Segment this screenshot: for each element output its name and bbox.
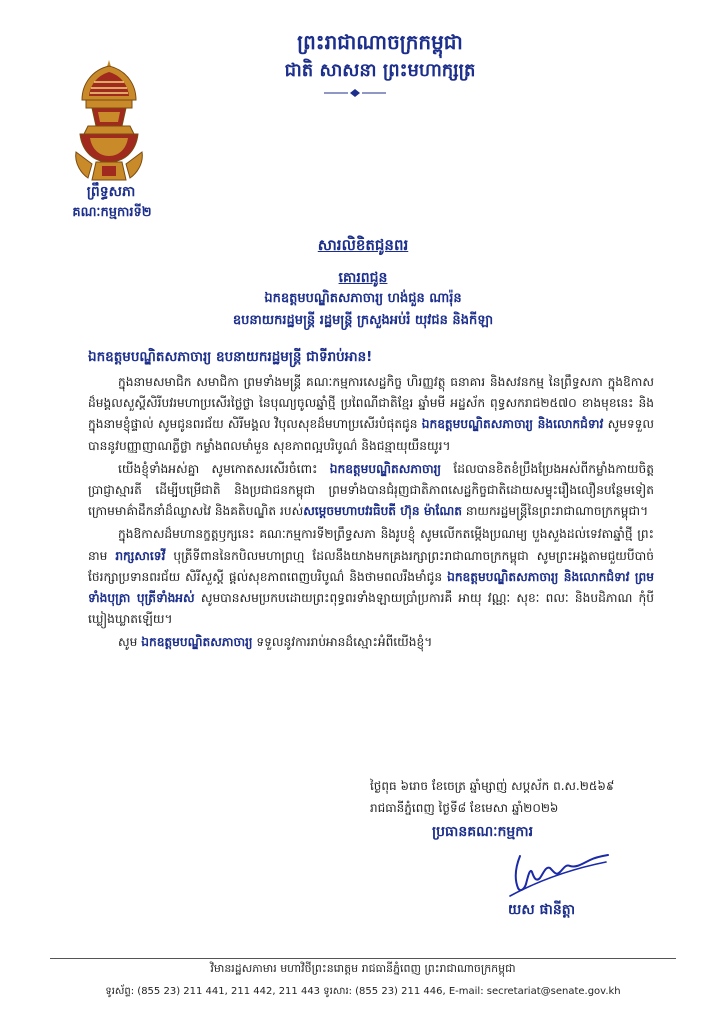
institution-name: ព្រឹទ្ធសភា xyxy=(86,184,136,200)
paragraph-2 xyxy=(88,459,654,523)
commission-name: គណៈកម្មការទី២ xyxy=(72,205,152,220)
paragraph-text: បុត្រីទីពាននៃកបិលមហាព្រហ្ម ដែលនឹងយាងមកគ្រងរក្សាព្រះរាជាណាចក្រកម្ពុជា សូមព្រះអង្គតាមជួយបីបាច់ថែរក្សាប្រទានពរជ័យ សិរីសួស្តី ផ្តល់សុខភាពពេញបរិបូណ៌ និងថាមពលរឹងមាំជូន xyxy=(88,548,654,584)
emphasis-text: សម្តេចមហាបវរធិបតី ហ៊ុន ម៉ាណែត xyxy=(303,504,462,519)
subject-greeting: គោរពជូន xyxy=(338,270,388,286)
document-type: សារលិខិតជូនពរ xyxy=(317,236,409,254)
paragraph-text: ក្នុងឱកាសដ៏មហានក្ខត្តឫក្សនេះ គណៈកម្មការទី២ព្រឹទ្ធសភា និងរូបខ្ញុំ សូមលើកតម្កើងប្រណម្យ បួងសួងដល់ទេវតាឆ្នាំថ្មី ព្រះនាម xyxy=(88,527,654,563)
letter-body xyxy=(88,372,654,656)
paragraph-text: សូម xyxy=(118,635,142,650)
emphasis-text: ឯកឧត្តមបណ្ឌិតសភាចារ្យ និងលោកជំទាវ xyxy=(421,417,604,432)
signatory-name: យស ផានីត្តា xyxy=(508,902,576,918)
ornament-divider-icon xyxy=(322,88,388,98)
signature-image xyxy=(506,842,612,900)
paragraph-4 xyxy=(88,632,654,653)
recipient-name: ឯកឧត្តមបណ្ឌិតសភាចារ្យ ហង់ជួន ណារ៉ុន xyxy=(264,291,462,306)
salutation: ឯកឧត្តមបណ្ឌិតសភាចារ្យ ឧបនាយករដ្ឋមន្ត្រី ជាទីរាប់អាន! xyxy=(88,349,373,365)
emphasis-text: ឯកឧត្តមបណ្ឌិតសភាចារ្យ និងលោកជំទាវ ព្រមទាំងបុត្រា បុត្រីទាំងអស់ xyxy=(88,569,654,606)
footer-contacts: ទូរស័ព្ទ: (855 23) 211 441, 211 442, 211 443 ទូរសារ: (855 23) 211 446, E-mail: secretariat@senate.gov.kh xyxy=(105,986,621,997)
paragraph-text: ទទួលនូវការរាប់អានដ៏ស្មោះអំពីយើងខ្ញុំ។ xyxy=(252,635,433,650)
paragraph-text: យើងខ្ញុំទាំងអស់គ្នា សូមកោតសរសើរចំពោះ xyxy=(118,461,330,476)
paragraph-text: ក្នុងនាមសមាជិក សមាជិកា ព្រមទាំងមន្ត្រី គណៈកម្មការសេដ្ឋកិច្ច ហិរញ្ញវត្ថុ ធនាគារ និងសវនកម្ម នៃព្រឹទ្ធសភា ក្នុងឱកាសដ៏មង្គលសួស្តីសិរីបវរមហាប្រសើរថ្លៃថ្លា នៃបុណ្យចូលឆ្នាំថ្មី ប្រពៃណីជាតិខ្មែរ ឆ្នាំមមី អដ្ឋស័ក ពុទ្ធសករាជ២៥៧០ ខាងមុខនេះ និងក្នុងនាមខ្ញុំផ្ទាល់ សូមជូនពរជ័យ សិរីមង្គល វិបុលសុខដ៏មហាប្រសើរបំផុតជូន xyxy=(88,375,654,432)
emphasis-text: ឯកឧត្តមបណ្ឌិតសភាចារ្យ xyxy=(329,461,442,476)
paragraph-1 xyxy=(88,372,654,457)
solar-date: រាជធានីភ្នំពេញ ថ្ងៃទី៨ ខែមេសា ឆ្នាំ២០២៦ xyxy=(370,801,559,815)
senate-emblem-icon xyxy=(72,56,146,184)
paragraph-text: នាយករដ្ឋមន្ត្រីនៃព្រះរាជាណាចក្រកម្ពុជា។ xyxy=(461,504,649,519)
paragraph-text: សូមទទួលបាននូវបញ្ញាញាណភ្លឺថ្លា កម្លាំងពលមាំមួន សុខភាពល្អបរិបូណ៌ និងជន្មាយុយឺនយូរ។ xyxy=(88,417,654,453)
paragraph-text: ដែលបានខិតខំប្រឹងប្រែងអស់ពីកម្លាំងកាយចិត្ត ប្រាជ្ញាស្មារតី ដើម្បីបម្រើជាតិ និងប្រជាជនកម្ពុជា ព្រមទាំងបានជំរុញជាតិភាពសេដ្ឋកិច្ចជាតិដោយសម្ទុះរឿងលឿនបន្ថែមទៀត ក្រោមមាគ៌ាដឹកនាំដ៏ឈ្លាសវៃ និងគតិបណ្ឌិត របស់ xyxy=(88,461,655,519)
paragraph-3 xyxy=(88,524,654,630)
footer-divider xyxy=(50,958,676,959)
signatory-title: ប្រធានគណៈកម្មការ xyxy=(432,824,534,840)
national-motto: ជាតិ សាសនា ព្រះមហាក្សត្រ xyxy=(284,60,476,81)
footer-address: វិមានរដ្ឋសភាមារ មហាវិថីព្រះនរោត្តម រាជធានីភ្នំពេញ ព្រះរាជាណាចក្រកម្ពុជា xyxy=(210,962,516,975)
paragraph-text: សូមបានសមប្រកបដោយព្រះពុទ្ធពរទាំងឡាយប្រាំប្រការគឺ អាយុ វណ្ណៈ សុខៈ ពលៈ និងបដិភាណ កុំបីឃ្លៀងឃ្លាតឡើយ។ xyxy=(88,591,654,627)
lunar-date: ថ្ងៃពុធ ៦រោច ខែចេត្រ ឆ្នាំម្សាញ់ សប្តស័ក ព.ស.២៥៦៩ xyxy=(370,779,615,793)
emphasis-text: រាក្សសាទេវី xyxy=(115,548,166,563)
emphasis-text: ឯកឧត្តមបណ្ឌិតសភាចារ្យ xyxy=(141,635,253,650)
recipient-title: ឧបនាយករដ្ឋមន្ត្រី រដ្ឋមន្ត្រី ក្រសួងអប់រំ យុវជន និងកីឡា xyxy=(232,313,494,328)
kingdom-heading: ព្រះរាជាណាចក្រកម្ពុជា xyxy=(297,30,463,54)
